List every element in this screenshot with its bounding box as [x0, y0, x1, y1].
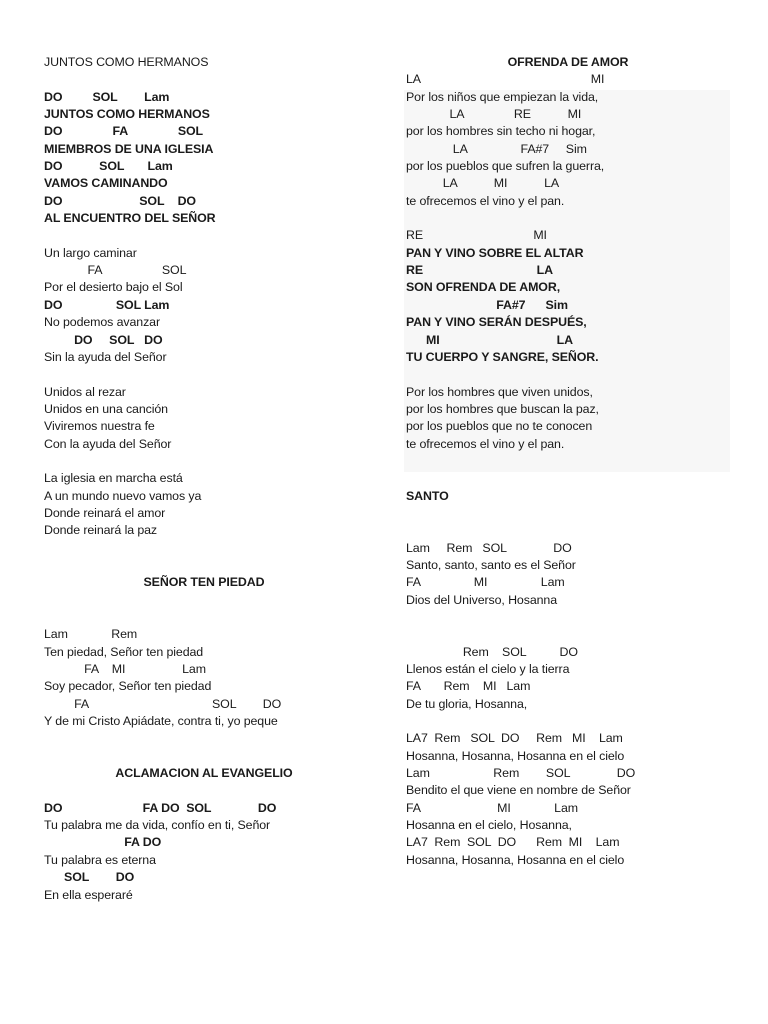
- lyric-line: Lam Rem SOL DO: [406, 766, 636, 781]
- section-title: SEÑOR TEN PIEDAD: [143, 575, 265, 590]
- lyric-line: Hosanna en el cielo, Hosanna,: [406, 818, 572, 833]
- lyric-line: LA7 Rem SOL DO Rem MI Lam: [406, 835, 620, 850]
- lyric-line: DO SOL DO: [44, 193, 196, 208]
- lyric-line: LA MI LA: [406, 176, 560, 191]
- lyric-line: FA MI Lam: [406, 800, 578, 815]
- lyric-line: DO SOL Lam: [44, 89, 170, 104]
- lyric-line: te ofrecemos el vino y el pan.: [406, 436, 565, 451]
- lyric-line: MI LA: [406, 332, 573, 347]
- lyric-line: Santo, santo, santo es el Señor: [406, 557, 576, 572]
- lyric-line: FA#7 Sim: [406, 297, 568, 312]
- section-title: OFRENDA DE AMOR: [507, 55, 629, 69]
- blank-line: [44, 782, 364, 799]
- lyric-line: SON OFRENDA DE AMOR,: [406, 280, 561, 295]
- blank-line: [44, 748, 364, 765]
- blank-line: [44, 453, 364, 470]
- lyric-line: Soy pecador, Señor ten piedad: [44, 679, 212, 694]
- lyric-line: Unidos en una canción: [44, 401, 168, 416]
- lyric-line: DO FA DO SOL DO: [44, 800, 277, 815]
- right-column: [406, 54, 730, 869]
- lyric-line: FA MI Lam: [44, 662, 206, 677]
- lyric-line: FA MI Lam: [406, 575, 565, 590]
- lyric-line: SANTO: [406, 488, 449, 503]
- lyric-line: Hosanna, Hosanna, Hosanna en el cielo: [406, 852, 625, 867]
- lyric-line: LA RE MI: [406, 107, 582, 122]
- lyric-line: DO SOL Lam: [44, 159, 173, 174]
- lyric-line: MIEMBROS DE UNA IGLESIA: [44, 141, 214, 156]
- blank-line: [406, 609, 730, 626]
- lyric-line: RE MI: [406, 228, 547, 243]
- lyric-line: por los pueblos que no te conocen: [406, 419, 593, 434]
- lyric-line: FA SOL DO: [44, 696, 282, 711]
- blank-line: [44, 540, 364, 557]
- blank-line: [406, 626, 730, 643]
- lyric-line: LA FA#7 Sim: [406, 141, 587, 156]
- lyric-line: por los hombres sin techo ni hogar,: [406, 124, 596, 139]
- lyric-line: PAN Y VINO SOBRE EL ALTAR: [406, 245, 584, 260]
- left-column: [44, 54, 364, 904]
- lyric-line: SOL DO: [44, 870, 135, 885]
- lyric-line: LA7 Rem SOL DO Rem MI Lam: [406, 731, 623, 746]
- blank-line: [44, 730, 364, 747]
- blank-line: [44, 71, 364, 88]
- lyric-line: RE LA: [406, 263, 553, 278]
- lyric-line: DO SOL DO: [44, 332, 163, 347]
- lyric-line: TU CUERPO Y SANGRE, SEÑOR.: [406, 349, 599, 364]
- lyric-line: Bendito el que viene en nombre de Señor: [406, 783, 631, 798]
- section-title: ACLAMACION AL EVANGELIO: [115, 766, 293, 781]
- lyric-line: En ella esperaré: [44, 887, 133, 902]
- blank-line: [406, 522, 730, 539]
- lyric-line: DO SOL Lam: [44, 297, 170, 312]
- lyric-line: Tu palabra es eterna: [44, 852, 156, 867]
- lyric-line: Sin la ayuda del Señor: [44, 349, 167, 364]
- lyric-line: Por los hombres que viven unidos,: [406, 384, 593, 399]
- lyric-line: Viviremos nuestra fe: [44, 419, 155, 434]
- blank-line: [406, 453, 730, 470]
- lyric-line: JUNTOS COMO HERMANOS: [44, 55, 209, 69]
- blank-line: [44, 366, 364, 383]
- blank-line: [44, 592, 364, 609]
- lyric-line: Lam Rem: [44, 627, 138, 642]
- lyric-line: Ten piedad, Señor ten piedad: [44, 644, 204, 659]
- lyric-line: PAN Y VINO SERÁN DESPUÉS,: [406, 315, 587, 330]
- lyric-line: Hosanna, Hosanna, Hosanna en el cielo: [406, 748, 625, 763]
- lyric-line: Un largo caminar: [44, 245, 137, 260]
- lyric-line: Tu palabra me da vida, confío en ti, Señor: [44, 818, 271, 833]
- lyric-line: La iglesia en marcha está: [44, 471, 183, 486]
- lyric-line: por los hombres que buscan la paz,: [406, 401, 599, 416]
- lyric-line: Lam Rem SOL DO: [406, 540, 572, 555]
- lyric-line: LA MI: [406, 72, 605, 87]
- blank-line: [406, 210, 730, 227]
- blank-line: [44, 557, 364, 574]
- blank-line: [406, 713, 730, 730]
- lyric-line: Por el desierto bajo el Sol: [44, 280, 183, 295]
- lyric-line: AL ENCUENTRO DEL SEÑOR: [44, 211, 216, 226]
- lyric-line: Rem SOL DO: [406, 644, 578, 659]
- lyric-line: por los pueblos que sufren la guerra,: [406, 159, 605, 174]
- lyric-line: FA DO: [44, 835, 162, 850]
- lyric-line: Y de mi Cristo Apiádate, contra ti, yo peque: [44, 714, 278, 729]
- lyric-line: Por los niños que empiezan la vida,: [406, 89, 599, 104]
- lyric-line: VAMOS CAMINANDO: [44, 176, 168, 191]
- lyric-line: Llenos están el cielo y la tierra: [406, 662, 570, 677]
- lyric-line: A un mundo nuevo vamos ya: [44, 488, 202, 503]
- lyric-line: DO FA SOL: [44, 124, 204, 139]
- lyric-line: Con la ayuda del Señor: [44, 436, 172, 451]
- lyric-line: JUNTOS COMO HERMANOS: [44, 107, 210, 122]
- lyric-line: FA SOL: [44, 263, 187, 278]
- lyric-line: te ofrecemos el vino y el pan.: [406, 193, 565, 208]
- lyric-line: Unidos al rezar: [44, 384, 126, 399]
- lyric-line: De tu gloria, Hosanna,: [406, 696, 528, 711]
- blank-line: [406, 505, 730, 522]
- lyric-line: Dios del Universo, Hosanna: [406, 592, 557, 607]
- lyric-line: Donde reinará el amor: [44, 505, 166, 520]
- blank-line: [406, 366, 730, 383]
- blank-line: [406, 470, 730, 487]
- blank-line: [44, 609, 364, 626]
- lyric-line: No podemos avanzar: [44, 315, 160, 330]
- blank-line: [44, 227, 364, 244]
- lyric-line: FA Rem MI Lam: [406, 679, 531, 694]
- lyric-line: Donde reinará la paz: [44, 523, 158, 538]
